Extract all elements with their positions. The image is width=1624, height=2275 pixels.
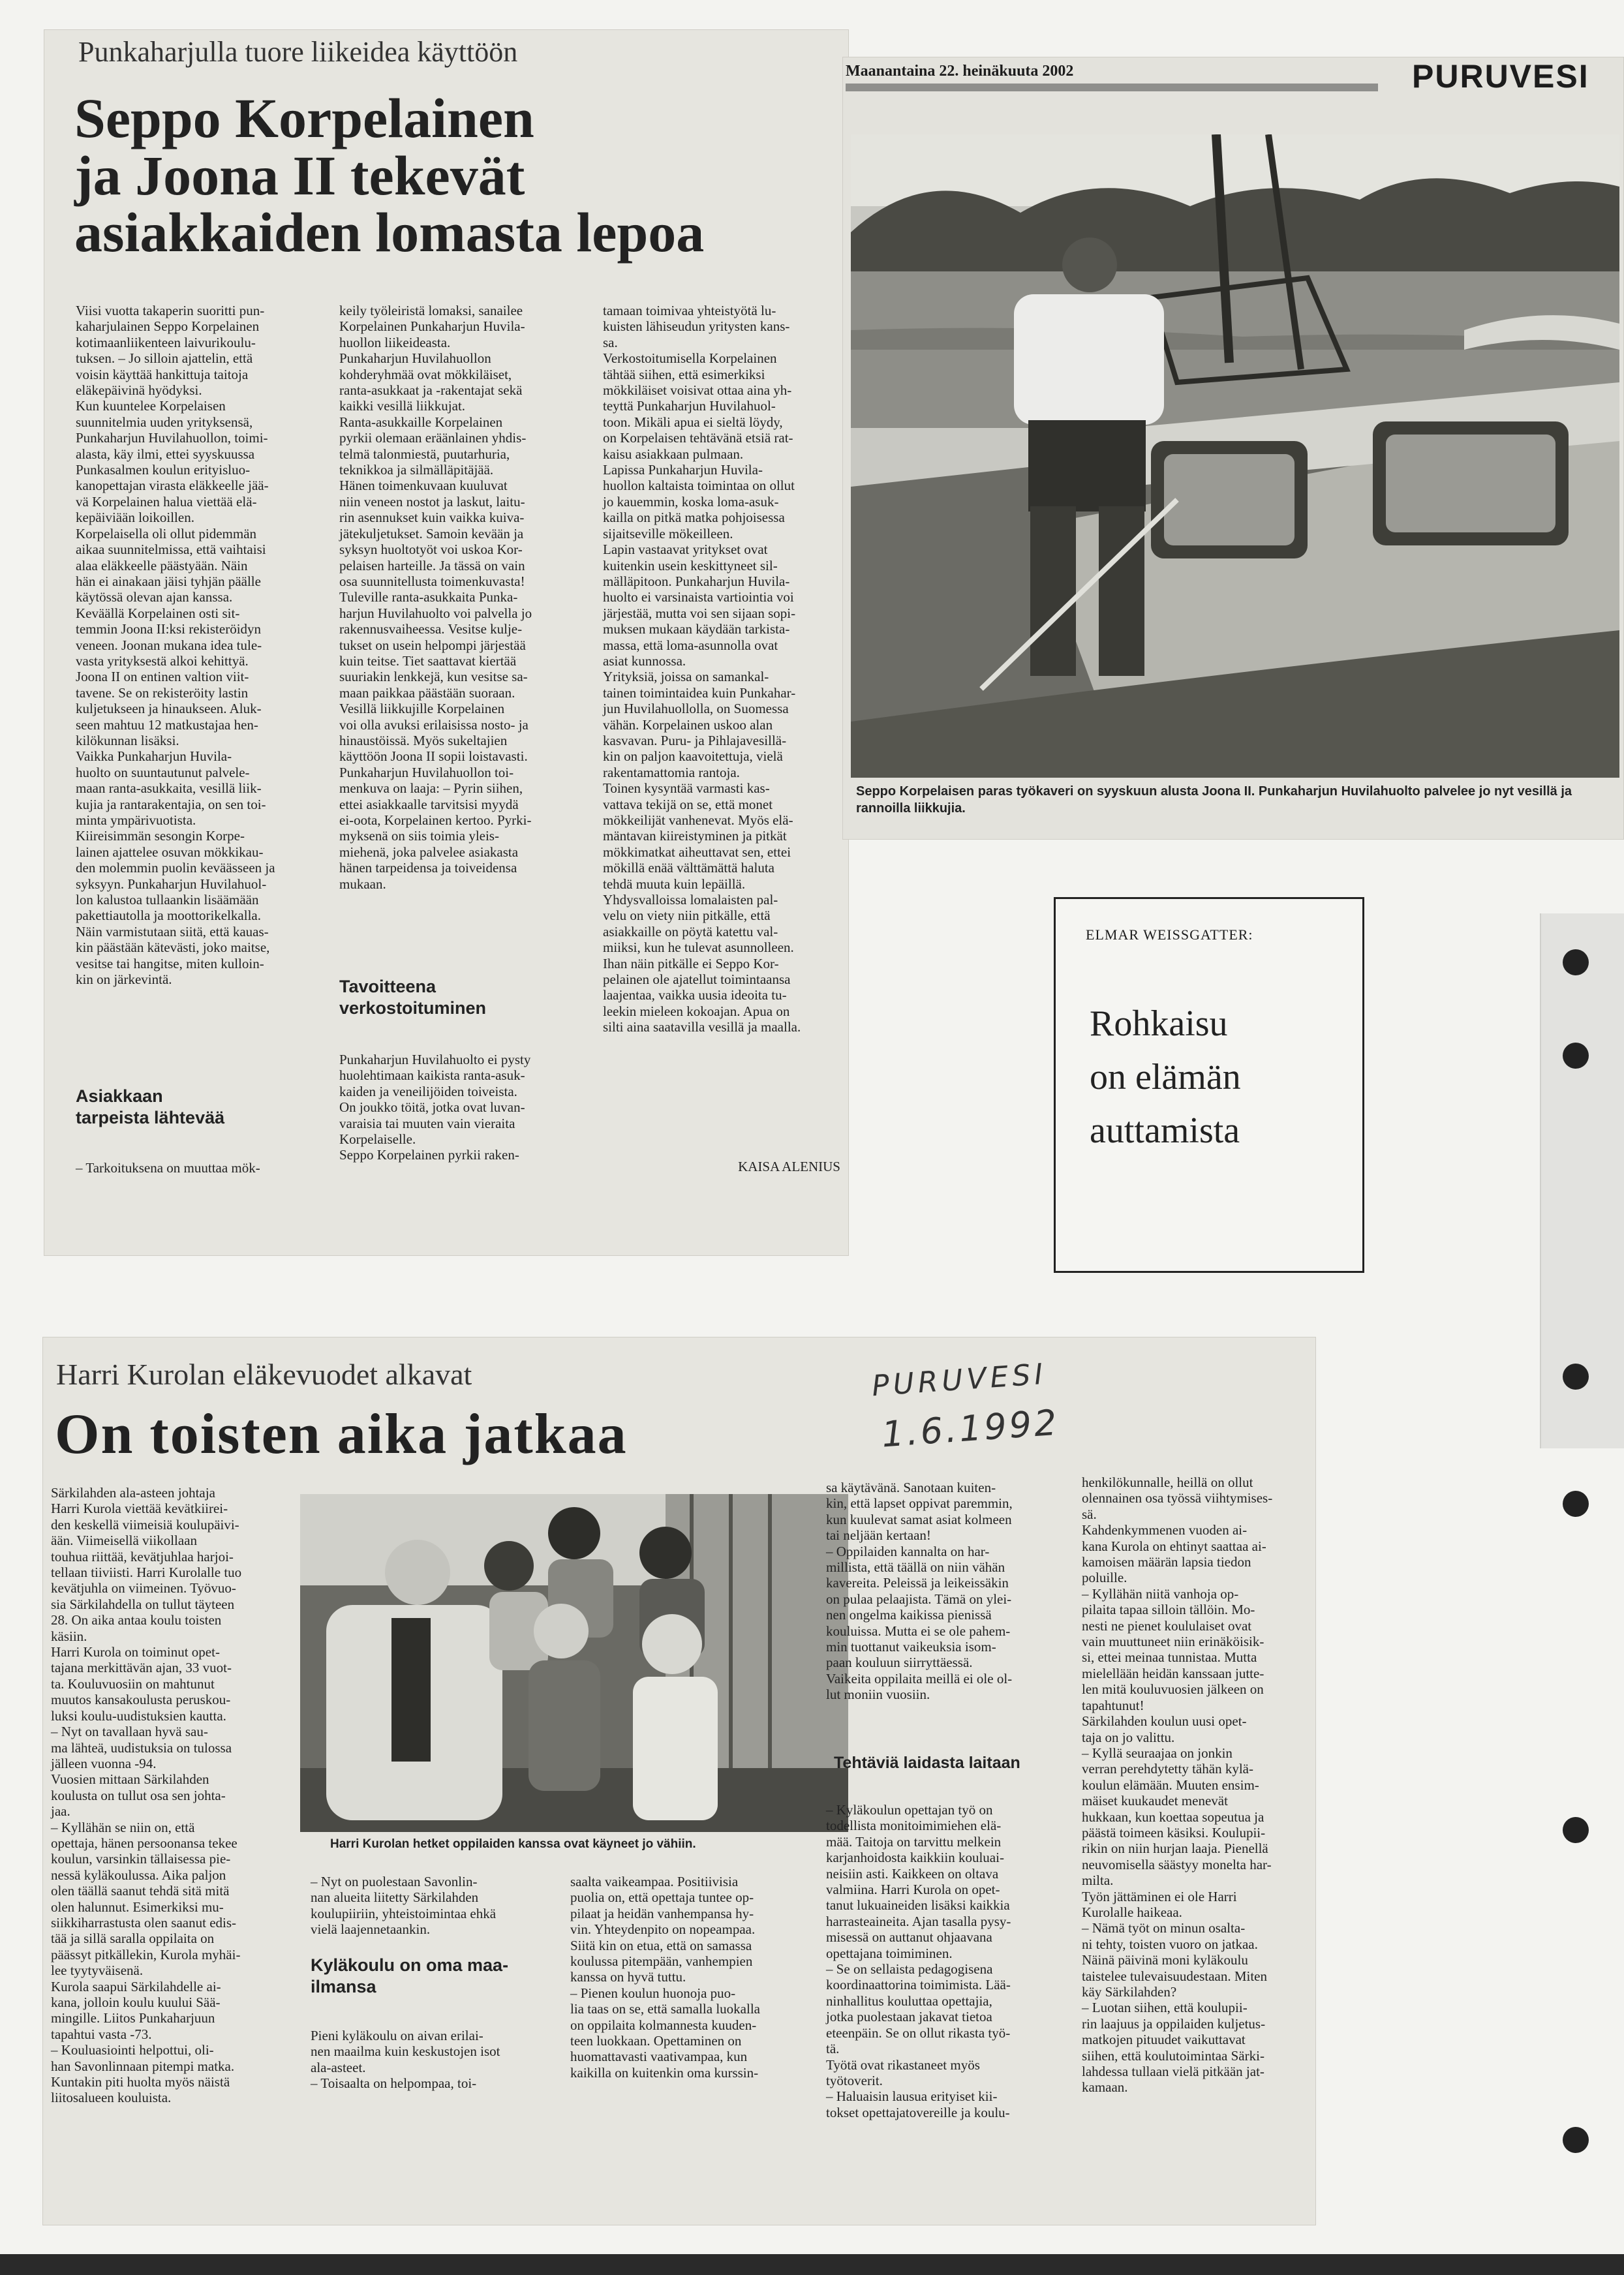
- article-column-3-top: sa käytävänä. Sanotaan kuiten- kin, että lapset oppivat paremmin, kun kuulevat samat asiat kolmeen tai neljään kertaan! – Oppilaiden kannalta on har- millista, että täällä on niin vähän kavereita. Peleissä ja leikeissäkin on pulaa pelaajista. Tämä on ylei- nen ongelma kaikissa pienissä kouluissa. Mutta ei se ole pahem- min tuottanut vaikeuksia isom- paan kouluun siirryttäessä. Vaikeita oppilaita meillä ei ole ol- lut moniin vuosiin.: [826, 1480, 1013, 1703]
- article-column-2: keily työleiristä lomaksi, sanailee Korpelainen Punkaharjun Huvila- huollon liikeideasta. Punkaharjun Huvilahuollon kohderyhmää ovat mökkiläiset, ranta-asukkaat ja -rakentajat sekä kaikki vesillä liikkujat. Ranta-asukkaille Korpelainen pyrkii olemaan eräänlainen yhdis- telmä talonmiestä, puutarhuria, teknikkoa ja silmälläpitäjää. Hänen toimenkuvaan kuuluvat niin veneen nostot ja laskut, laitu- rin asennukset kuin vaikka kuiva- jätekuljetukset. Samoin kevään ja syksyn huoltotyöt voi uskoa Kor- pelaisen harteille. Ja tässä on vain osa suunnitellusta toimenkuvasta! Tuleville ranta-asukkaita Punka- harjun Huvilahuolto voi palvella jo rakennusvaiheessa. Vesitse kulje- tukset on usein helpompi järjestää kuin teitse. Tiet saattavat kiertää suuriakin lenkkejä, kun vesitse sa- maan paikkaa päästään suoraan. Vesillä liikkujille Korpelainen voi olla avuksi erilaisissa nosto- ja hinaustöissä. Myös sukeltajien käyttöön Joona II sopii loistavasti. Punkaharjun Huvilahuollon toi- menkuva on laaja: – Pyrin siihen, ettei asiakkaalle tarvitsisi myydä ei-oota, Korpelainen kertoo. Pyrki- myksenä on siis toimia yleis- miehenä, joka palvelee asiakasta hänen tarpeidensa ja toiveidensa mukaan.: [339, 303, 532, 892]
- article-kurola: [43, 1337, 1315, 2225]
- photo-caption: Harri Kurolan hetket oppilaiden kanssa ovat käyneet jo vähiin.: [330, 1837, 696, 1851]
- photo-caption: Seppo Korpelaisen paras työkaveri on syyskuun alusta Joona II. Punkaharjun Huvilahuolto palvelee jo nyt vesillä ja rannoilla liikkujia.: [856, 784, 1572, 816]
- article-kicker: Punkaharjulla tuore liikeidea käyttöön: [78, 36, 518, 68]
- article-headline: On toisten aika jatkaa: [55, 1403, 628, 1466]
- box-title: Rohkaisu on elämän auttamista: [1090, 1003, 1241, 1151]
- handwritten-paper: PURUVESI: [870, 1357, 1048, 1403]
- punch-hole: [1563, 2127, 1589, 2153]
- kurola-photo: [300, 1494, 848, 1832]
- article-column-2b: Pieni kyläkoulu on aivan erilai- nen maailma kuin keskustojen isot ala-asteet. – Toisaalta on helpompaa, toi-: [311, 2028, 500, 2092]
- masthead-date: Maanantaina 22. heinäkuuta 2002: [846, 63, 1074, 80]
- article-korpelainen: [44, 30, 848, 1255]
- punch-hole: [1563, 1043, 1589, 1069]
- boat-photo: [851, 134, 1619, 778]
- punch-hole: [1563, 1817, 1589, 1843]
- masthead-rule: [846, 84, 1378, 91]
- boxed-headline: [1054, 897, 1364, 1273]
- punch-hole: [1563, 1364, 1589, 1390]
- article-kicker: Harri Kurolan eläkevuodet alkavat: [56, 1358, 472, 1391]
- article-author: KAISA ALENIUS: [738, 1159, 840, 1174]
- article-column-3-bottom: saalta vaikeampaa. Positiivisia puolia on, että opettaja tuntee op- pilaat ja heidän vanhempansa hy- vin. Yhteydenpito on nopeampaa. Siitä kin on etua, että on samassa koulussa pitempään, vanhempien kanssa on hyvä tuttu. – Pienen koulun huonoja puo- lia taas on se, että samalla luokalla on oppilaita kolmannesta kuuden- teen luokkaan. Opettaminen on huomattavasti vaativampaa, kun kaikilla on kuitenkin oma kurssin-: [570, 1874, 760, 2081]
- article-column-1: Viisi vuotta takaperin suoritti pun- kaharjulainen Seppo Korpelainen kotimaanliikenteen laivurikoulu- tuksen. – Jo silloin ajattelin, että voisin käyttää hankittuja taitoja eläkepäivinä hyödyksi. Kun kuuntelee Korpelaisen suunnitelmia uuden yrityksensä, Punkaharjun Huvilahuollon, toimi- alasta, käy ilmi, ettei syyskuussa Punkasalmen koulun erityisluo- kanopettajan virasta eläkkeelle jää- vä Korpelainen halua viettää elä- kepäiviään loikoillen. Korpelaisella oli ollut pidemmän aikaa suunnitelmissa, että vaihtaisi alaa eläkkeelle päästyään. Näin hän ei ainakaan jäisi tyhjän päälle käytössä olevan ajan kanssa. Keväällä Korpelainen osti sit- temmin Joona II:ksi rekisteröidyn veneen. Joonan mukana idea tule- vasta yrityksestä alkoi kehittyä. Joona II on entinen valtion viit- tavene. Se on rekisteröity lastin kuljetukseen ja hinaukseen. Aluk- seen mahtuu 12 matkustajaa hen- kilökunnan lisäksi. Vaikka Punkaharjun Huvila- huolto on suuntautunut palvele- maan ranta-asukkaita, vesillä liik- kujia ja rantarakentajia, on sen toi- minta ympärivuotista. Kiireisimmän sesongin Korpe- lainen ajattelee osuvan mökkikau- den molemmin puolin keväässeen ja syksyyn. Punkaharjun Huvilahuol- lon kalustoa tullaankin lisäämään pakettiautolla ja moottorikelkalla. Näin varmistutaan siitä, että kauas- kin päästään kätevästi, joko maitse, vesitse tai hangitse, miten kulloin- kin on järkevintä.: [76, 303, 275, 988]
- article-column-1: Särkilahden ala-asteen johtaja Harri Kurola viettää kevätkiirei- den keskellä viimeisiä koulupäivi- ään. Viimeisellä viikollaan touhua riittää, kevätjuhlaa harjoi- tellaan tiiviisti. Harri Kurolalle tuo kevätjuhla on viimeinen. Työvuo- sia Särkilahdella on tullut täyteen 28. On aika antaa koulu toisten käsiin. Harri Kurola on toiminut opet- tajana merkittävän ajan, 33 vuot- ta. Kouluvuosiin on mahtunut muutos kansakoulusta peruskou- luksi koulu-uudistuksien kautta. – Nyt on tavallaan hyvä sau- ma lähteä, uudistuksia on tulossa jälleen vuonna -94. Vuosien mittaan Särkilahden koulusta on tullut osa sen johta- jaa. – Kyllähän se niin on, että opettaja, hänen persoonansa tekee koulun, varsinkin tällaisessa pie- nessä kyläkoulussa. Aika paljon olen täällä saanut tehdä sitä mitä olen halunnut. Esimerkiksi mu- siikkiharrastusta olen saanut edis- tää ja sillä saralla oppilaita on päässyt pitkällekin, Kurola myhäi- lee tyytyväisenä. Kurola saapui Särkilahdelle ai- kana, jolloin koulu kuului Sää- mingille. Liitos Punkaharjuun tapahtui vasta -73. – Kouluasiointi helpottui, oli- han Savonlinnaan pitempi matka. Kuntakin piti huolta myös näistä liitosalueen kouluista.: [51, 1485, 242, 2106]
- subheading-tavoitteena: Tavoitteena verkostoituminen: [339, 977, 487, 1018]
- photo-clipping-boat: [843, 57, 1623, 839]
- subheading-asiakkaan: Asiakkaan tarpeista lähtevää: [76, 1086, 225, 1127]
- masthead-paper: PURUVESI: [1412, 58, 1589, 95]
- punch-hole: [1563, 949, 1589, 975]
- article-column-4: henkilökunnalle, heillä on ollut olennainen osa työssä viihtymises- sä. Kahdenkymmenen vuoden ai- kana Kurola on ehtinyt saattaa ai- kamoisen määrän lapsia tiedon poluille. – Kyllähän niitä vanhoja op- pilaita tapaa silloin tällöin. Mo- nesti ne pienet koululaiset ovat vain muuttuneet niin erinäköisik- si, ettei meinaa tunnistaa. Mutta mielellään heidän kanssaan jutte- len mitä kouluvuosien jälkeen on tapahtunut! Särkilahden koulun uusi opet- taja on jo valittu. – Kyllä seuraajaa on jonkin verran perehdytetty tähän kylä- koulun elämään. Muuten ensim- mäiset kuukaudet menevät hukkaan, kun koettaa sopeutua ja päästä toimeen käsiksi. Koulupii- rikin on niin hurjan laaja. Pienellä neuvomisella säästyy monelta har- milta. Työn jättäminen ei ole Harri Kurolalle haikeaa. – Nämä työt on minun osalta- ni tehty, toisten vuoro on jatkaa. Näinä päivinä moni kyläkoulu taistelee tulevaisuudestaan. Miten käy Särkilahden? – Luotan siihen, että koulupii- rin laajuus ja oppilaiden kuljetus- matkojen pituudet vaikuttavat siihen, että koulutoimintaa Särki- lahdessa tullaan vielä pitkään jat- kamaan.: [1082, 1474, 1273, 2096]
- page-bottom-edge: [0, 2254, 1624, 2275]
- handwritten-date: 1.6.1992: [880, 1401, 1061, 1456]
- article-column-1-tail: – Tarkoituksena on muuttaa mök-: [76, 1160, 260, 1176]
- punch-hole: [1563, 1491, 1589, 1517]
- box-label: ELMAR WEISSGATTER:: [1086, 926, 1253, 943]
- article-headline: Seppo Korpelainen ja Joona II tekevät asiakkaiden lomasta lepoa: [74, 87, 705, 264]
- subheading-tehtavia: Tehtäviä laidasta laitaan: [834, 1754, 1020, 1772]
- article-column-2b: Punkaharjun Huvilahuolto ei pysty huolehtimaan kaikista ranta-asuk- kaiden ja veneilijöiden toiveista. On joukko töitä, jotka ovat luvan- varaisia tai muuten vain vieraita Korpelaiselle. Seppo Korpelainen pyrkii raken-: [339, 1052, 531, 1163]
- article-column-2a: – Nyt on puolestaan Savonlin- nan alueita liitetty Särkilahden koulupiiriin, yhteistoimintaa ehkä vielä laajennetaankin.: [311, 1874, 497, 1938]
- subheading-kylakoulu: Kyläkoulu on oma maa- ilmansa: [311, 1955, 509, 1996]
- article-column-3b: – Kyläkoulun opettajan työ on todellista monitoimimiehen elä- mää. Taitoja on tarvittu melkein karjanhoidosta kaikkiin kouluai- neisiin asti. Kaikkeen on oltava valmiina. Harri Kurola on opet- tanut lukuaineiden lisäksi kaikkia harrasteaineita. Ajan tasalla pysy- misessä on auttanut ohjaavana opettajana toimiminen. – Se on sellaista pedagogisena koordinaattorina toimimista. Lää- ninhallitus kouluttaa opettajia, jotka puolestaan jakavat tietoa eteenpäin. Se on ollut rikasta työ- tä. Työtä ovat rikastaneet myös työtoverit. – Haluaisin lausua erityiset kii- tokset opettajatovereille ja koulu-: [826, 1802, 1011, 2120]
- article-column-3: tamaan toimivaa yhteistyötä lu- kuisten lähiseudun yritysten kans- sa. Verkostoitumisella Korpelainen tähtää siihen, että esimerkiksi mökkiläiset voisivat ottaa aina yh- teyttä Punkaharjun Huvilahuol- toon. Mikäli apua ei sieltä löydy, on Korpelaisen tehtävänä etsiä rat- kaisu asiakkaan pulmaan. Lapissa Punkaharjun Huvila- huollon kaltaista toimintaa on ollut jo kauemmin, koska loma-asuk- kailla on pitkä matka pohjoisessa sijaitseville mökeilleen. Lapin vastaavat yritykset ovat kuitenkin usein keskittyneet sil- mälläpitoon. Punkaharjun Huvila- huolto ei varsinaista vartiointia voi järjestää, mutta voi sen sijaan sopi- muksen mukaan käydään tarkista- massa, että loma-asunnolla ovat asiat kunnossa. Yrityksiä, joissa on samankal- tainen toimintaidea kuin Punkahar- jun Huvilahuollolla, on Suomessa vähän. Korpelainen uskoo alan kasvavan. Puru- ja Pihlajavesillä- kin on paljon kaavoitettuja, vielä rakentamattomia rantoja. Toinen kysyntää varmasti kas- vattava tekijä on se, että monet mökkeilijät vanhenevat. Myös elä- mäntavan kiireistyminen ja pitkät mökkimatkat aiheuttavat sen, ettei mökillä enää välttämättä haluta tehdä muuta kuin lepäillä. Yhdysvalloissa lomalaisten pal- velu on viety niin pitkälle, että asiakkaille on pöytä katettu val- miiksi, kun he tulevat asunnolleen. Ihan näin pitkälle ei Seppo Kor- pelainen ole ajatellut toimintaansa laajentaa, vaikka uusia ideoita tu- leekin mieleen kokoajan. Apua on silti aina saatavilla vesillä ja maalla.: [603, 303, 801, 1035]
